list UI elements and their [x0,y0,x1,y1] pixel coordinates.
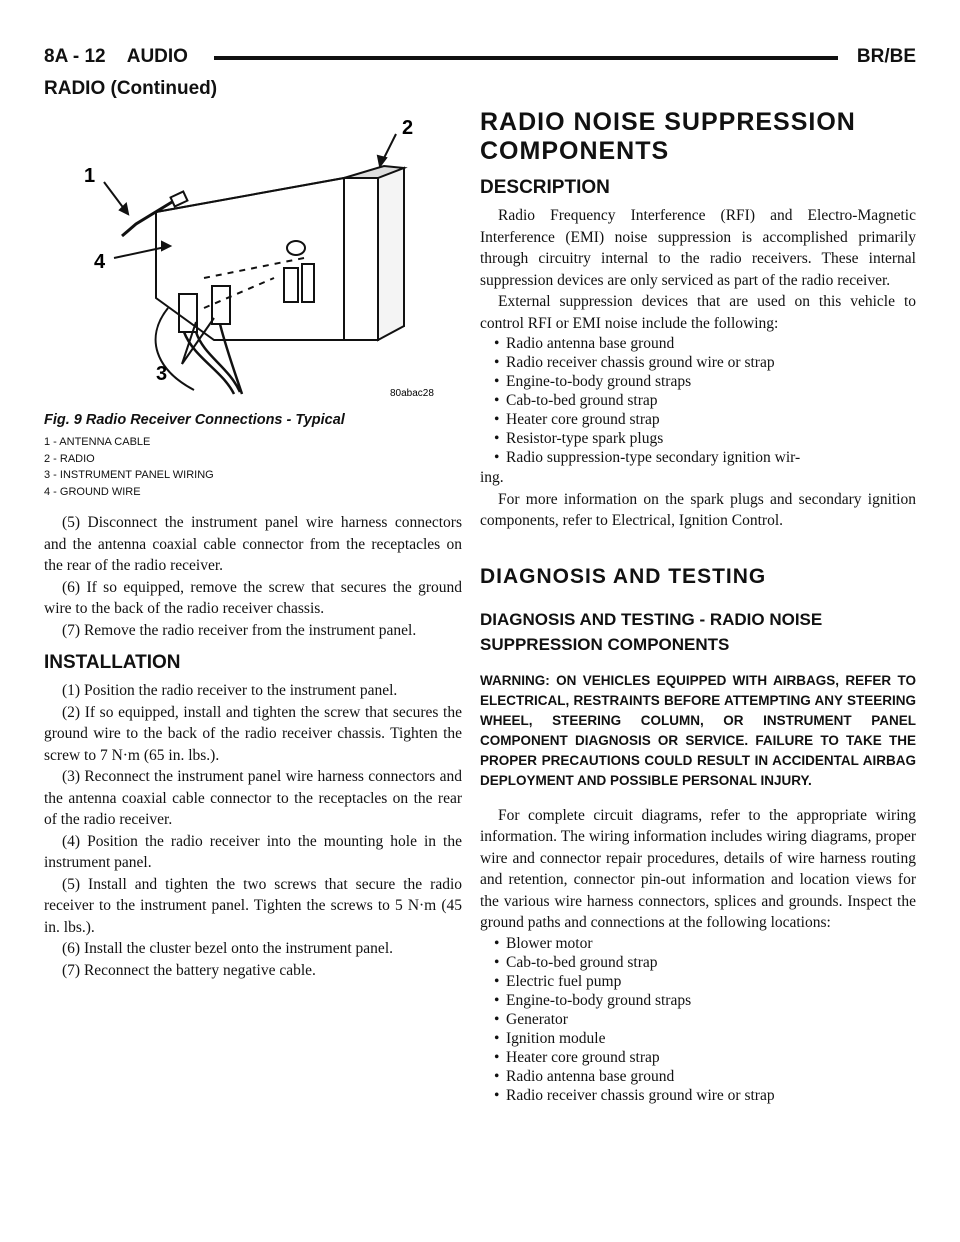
page-header [44,46,916,74]
main-section-heading: RADIO NOISE SUPPRESSION COMPONENTS [480,108,856,165]
list-item: • Ignition module [494,1029,606,1047]
legend-item: 2 - RADIO [44,452,95,465]
list-item: • Radio suppression-type secondary ignition wir- [494,449,801,466]
right-column [480,108,916,1105]
list-item: • Radio antenna base ground [494,335,675,352]
list-item: • Radio receiver chassis ground wire or strap [494,1086,775,1104]
description-paragraph: External suppression devices that are used on this vehicle to control RFI or EMI noise include the following: [480,293,916,332]
bullet-icon: • [494,354,500,371]
installation-step: (4) Position the radio receiver into the mounting hole in the instrument panel. [44,832,462,871]
page-header-left [44,46,188,68]
list-item: • Cab-to-bed ground strap [494,392,658,409]
callout-3: 3 [156,363,168,385]
left-column [44,108,462,981]
description-heading: DESCRIPTION [480,177,610,198]
bullet-icon: • [494,373,500,390]
bullet-icon: • [494,934,500,952]
continued-heading: RADIO (Continued) [44,78,218,99]
legend-item: 3 - INSTRUMENT PANEL WIRING [44,469,214,481]
bullet-icon: • [494,1067,500,1085]
list-item: • Resistor-type spark plugs [494,430,664,447]
bullet-icon: • [494,972,500,990]
airbag-warning: WARNING: ON VEHICLES EQUIPPED WITH AIRBAGS, REFER TO ELECTRICAL, RESTRAINTS BEFORE ATTEMPTING ANY STEERING WHEEL, STEERING COLUMN, OR INSTRUMENT PANEL COMPONENT DIAGNOSIS OR SERVICE. FAILURE TO TAKE THE PROPER PRECAUTIONS COULD RESULT IN ACCIDENTAL AIRBAG DEPLOYMENT AND POSSIBLE PERSONAL INJURY. [480,672,916,788]
bullet-icon: • [494,392,500,409]
bullet-icon: • [494,991,500,1009]
bullet-icon: • [494,1029,500,1047]
installation-step: (7) Reconnect the battery negative cable. [62,961,316,979]
removal-step: (7) Remove the radio receiver from the instrument panel. [62,621,417,639]
installation-step: (6) Install the cluster bezel onto the instrument panel. [62,940,393,957]
installation-step: (5) Install and tighten the two screws that secure the radio receiver to the instrument panel. Tighten the screws to 5 N·m (45 in. lbs.). [44,875,462,936]
callout-2: 2 [402,117,414,139]
diagnosis-heading: DIAGNOSIS AND TESTING [480,564,767,588]
list-item: • Radio receiver chassis ground wire or strap [494,354,775,371]
legend-item: 4 - GROUND WIRE [44,485,141,498]
list-item: • Generator [494,1010,568,1028]
model-code: BR/BE [856,46,916,67]
installation-heading: INSTALLATION [44,652,181,673]
callout-1: 1 [84,165,96,187]
figure-image-code: 80abac28 [390,388,434,399]
figure-legend [44,434,462,500]
legend-item: 1 - ANTENNA CABLE [44,436,151,448]
installation-step: (2) If so equipped, install and tighten the screw that secures the ground wire to the back of the radio receiver chassis. Tighten the screw to 7 N·m (65 in. lbs.). [44,703,462,764]
list-item: • Blower motor [494,934,593,952]
list-item: • Cab-to-bed ground strap [494,953,658,971]
bullet-icon: • [494,1010,500,1028]
installation-step: (1) Position the radio receiver to the instrument panel. [62,682,398,699]
ground-locations-list [480,934,916,1105]
bullet-icon: • [494,411,500,428]
bullet-icon: • [494,430,500,447]
removal-step: (5) Disconnect the instrument panel wire harness connectors and the antenna coaxial cable connector from the receptacles on the rear of the radio receiver. [44,514,462,574]
list-item: • Electric fuel pump [494,972,622,990]
list-item-continuation: ing. [480,469,504,486]
list-item: • Engine-to-body ground straps [494,373,692,390]
bullet-icon: • [494,449,500,466]
diagnosis-subheading: DIAGNOSIS AND TESTING - RADIO NOISE SUPPRESSION COMPONENTS [480,609,823,654]
header-rule [214,56,838,60]
radio-receiver-illustration [44,108,462,408]
bullet-icon: • [494,1086,500,1104]
section-name: AUDIO [126,46,188,67]
list-item: • Engine-to-body ground straps [494,991,692,1009]
figure-radio-connections [44,108,462,408]
description-paragraph: For more information on the spark plugs and secondary ignition components, refer to Electrical, Ignition Control. [480,490,916,529]
list-item: • Heater core ground strap [494,1048,660,1066]
external-devices-list [480,334,916,467]
callout-4: 4 [94,251,106,273]
diagnosis-paragraph: For complete circuit diagrams, refer to the appropriate wiring information. The wiring information includes wiring diagrams, proper wire and connector repair procedures, details of wire harness routing and retention, connector pin-out information and location views for the various wire harness connectors, splices and grounds. Inspect the ground paths and connections at the following locations: [480,806,916,931]
bullet-icon: • [494,1048,500,1066]
installation-step: (3) Reconnect the instrument panel wire harness connectors and the antenna coaxial cable connector to the receptacles on the rear of the radio receiver. [44,768,462,828]
removal-step: (6) If so equipped, remove the screw that secures the ground wire to the back of the radio receiver chassis. [44,578,462,617]
list-item: • Heater core ground strap [494,411,660,428]
bullet-icon: • [494,953,500,971]
description-paragraph: Radio Frequency Interference (RFI) and Electro-Magnetic Interference (EMI) noise suppression is accomplished primarily through circuitry internal to the radio receivers. These internal suppression devices are only serviced as part of the radio receiver. [480,207,916,289]
list-item: • Radio antenna base ground [494,1067,675,1085]
page-reference: 8A - 12 [44,46,106,67]
bullet-icon: • [494,335,500,352]
figure-caption: Fig. 9 Radio Receiver Connections - Typical [44,412,345,428]
